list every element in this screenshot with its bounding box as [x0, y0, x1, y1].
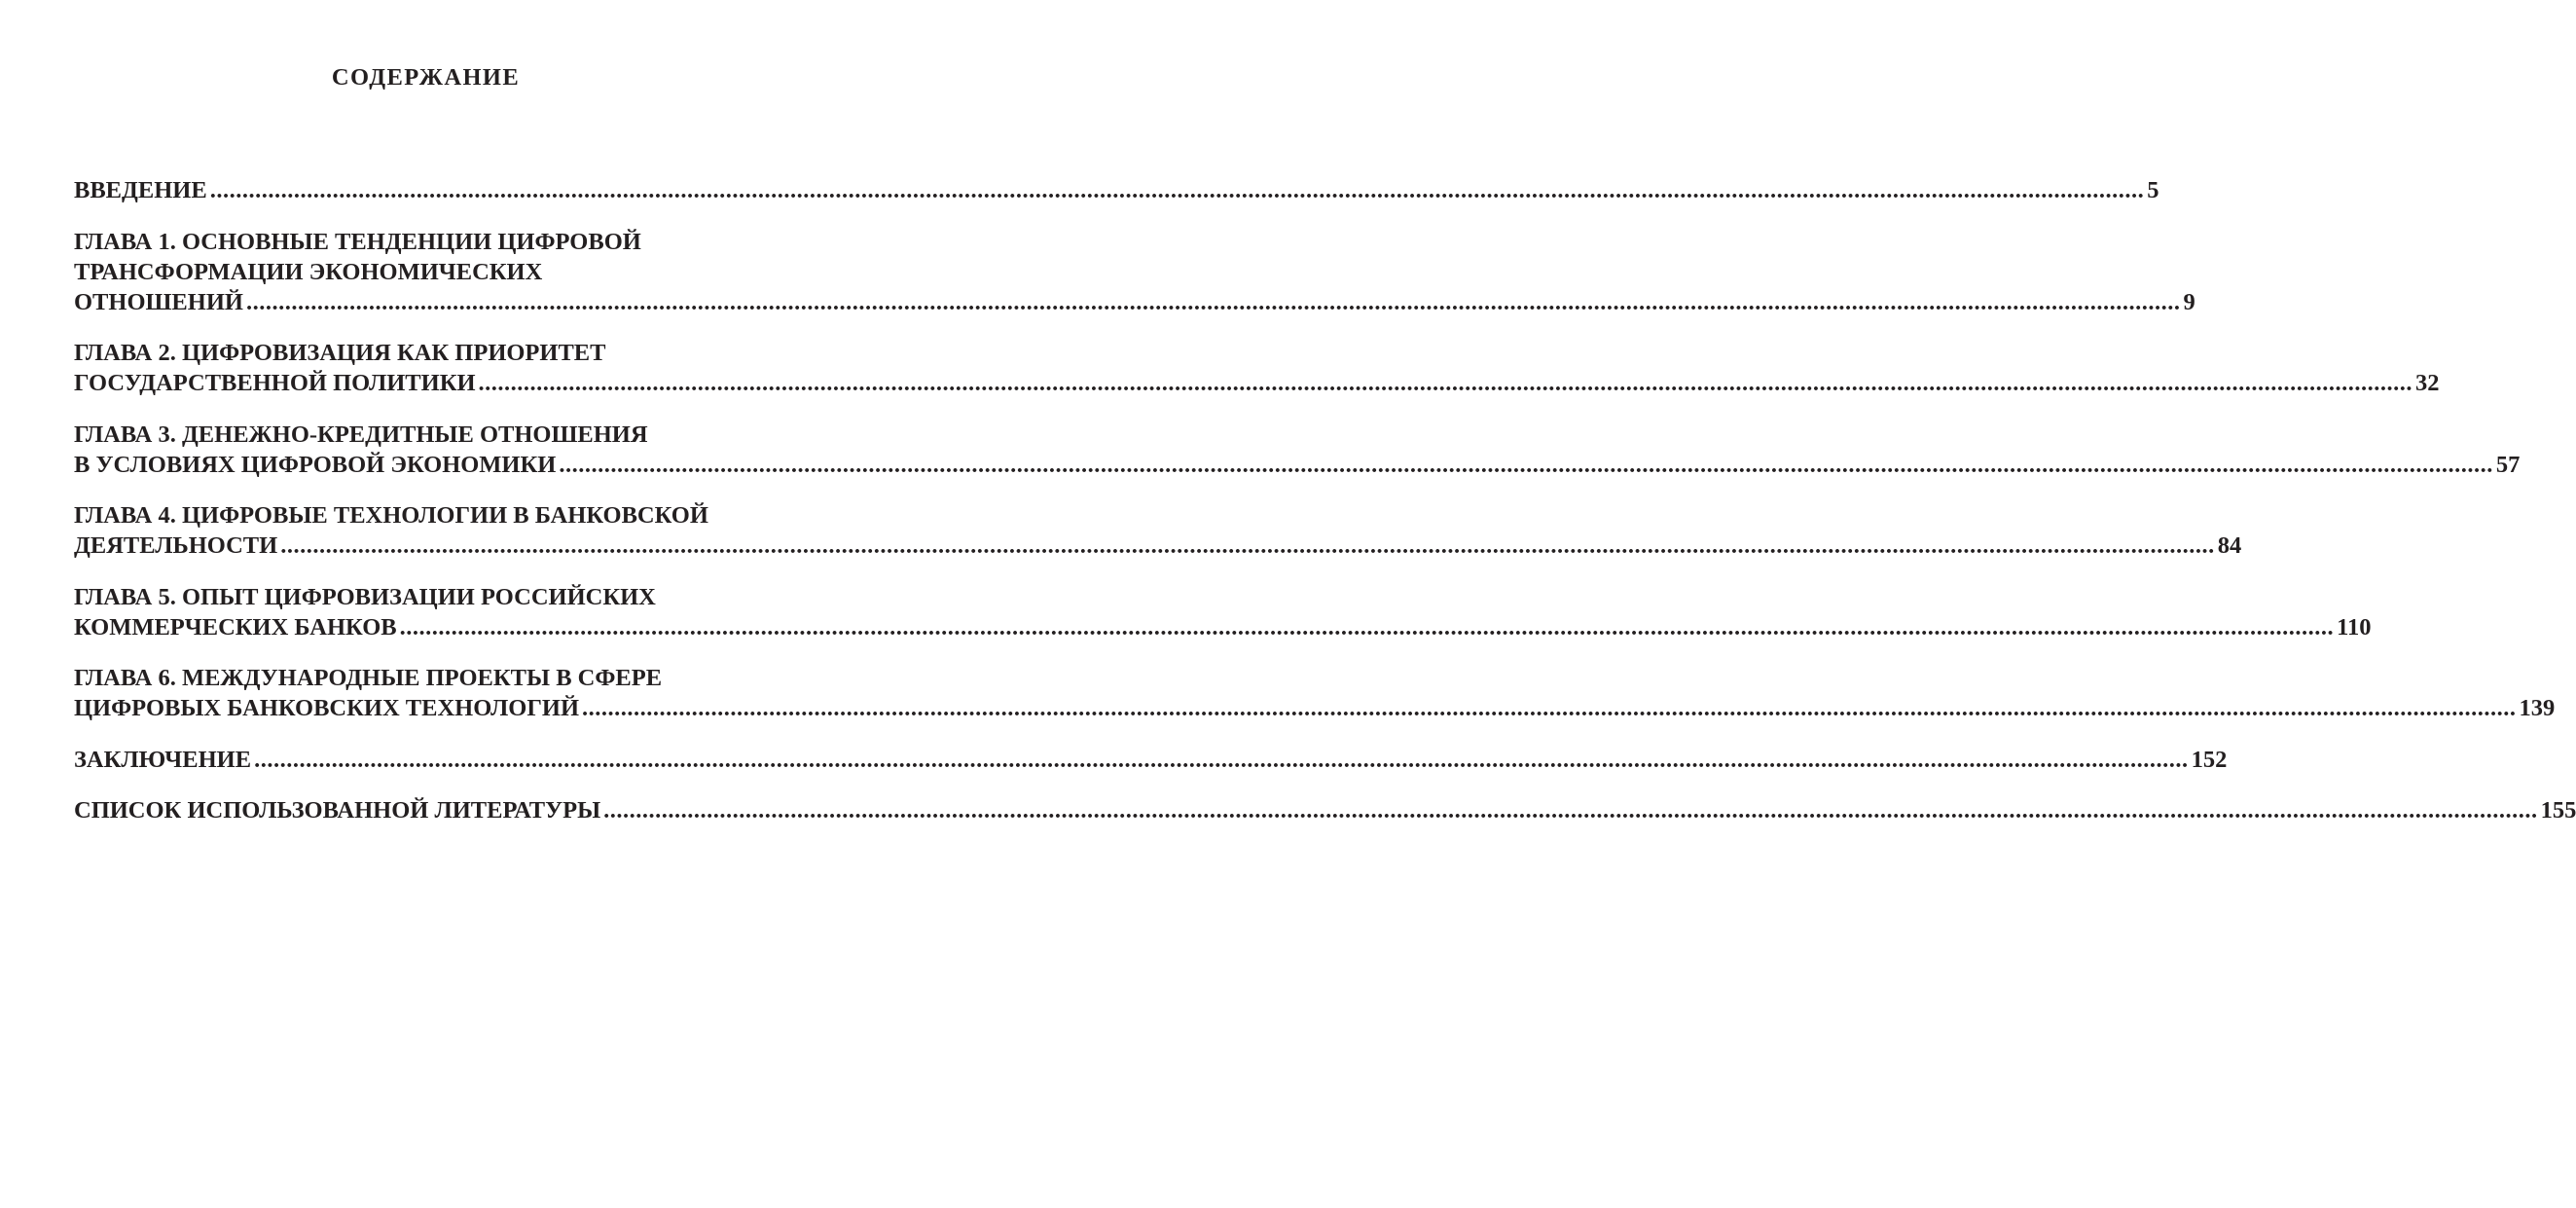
toc-entry-title-line: СПИСОК ИСПОЛЬЗОВАННОЙ ЛИТЕРАТУРЫ — [74, 797, 601, 824]
toc-page-number: 5 — [2147, 177, 2159, 203]
toc-entry-title-line: ЗАКЛЮЧЕНИЕ — [74, 746, 252, 773]
toc-entry[interactable] — [74, 663, 2556, 723]
toc-entry[interactable] — [74, 338, 2440, 398]
dot-leader: ............................................................................................................................................................................................................................................................................................................ — [478, 370, 2413, 396]
dot-leader: ............................................................................................................................................................................................................................................................................................................ — [254, 746, 2189, 773]
toc-page-number: 57 — [2495, 451, 2521, 478]
toc-page-number: 110 — [2337, 613, 2372, 641]
toc-entry-title-line: ГЛАВА 4. ЦИФРОВЫЕ ТЕХНОЛОГИИ В БАНКОВСКОЙ — [74, 502, 708, 529]
dot-leader: ............................................................................................................................................................................................................................................................................................................ — [245, 288, 2181, 315]
toc-entry-final-line — [74, 693, 2556, 723]
toc-entry[interactable] — [74, 420, 2521, 480]
toc-entry-title-line: ОТНОШЕНИЙ — [74, 288, 243, 315]
toc-entry-title-line: ГЛАВА 3. ДЕНЕЖНО-КРЕДИТНЫЕ ОТНОШЕНИЯ — [74, 421, 648, 448]
dot-leader: ............................................................................................................................................................................................................................................................................................................ — [559, 451, 2493, 478]
toc-entry-title-line: ЦИФРОВЫХ БАНКОВСКИХ ТЕХНОЛОГИЙ — [74, 695, 580, 721]
toc-page-number: 84 — [2217, 532, 2242, 559]
dot-leader: ............................................................................................................................................................................................................................................................................................................ — [582, 695, 2517, 721]
toc-entry-title-line: ДЕЯТЕЛЬНОСТИ — [74, 532, 278, 559]
toc-entry-title-line: ТРАНСФОРМАЦИИ ЭКОНОМИЧЕСКИХ — [74, 258, 543, 285]
toc-entry-title-line: КОММЕРЧЕСКИХ БАНКОВ — [74, 613, 397, 641]
toc-entry-title-line: ГЛАВА 2. ЦИФРОВИЗАЦИЯ КАК ПРИОРИТЕТ — [74, 340, 606, 366]
toc-entry[interactable] — [74, 175, 2159, 205]
toc-entry-title-line: ГОСУДАРСТВЕННОЙ ПОЛИТИКИ — [74, 370, 476, 396]
toc-page-number: 155 — [2540, 797, 2576, 824]
toc-page-number: 139 — [2519, 695, 2556, 721]
toc-entry[interactable] — [74, 500, 2242, 561]
toc-entry-final-line — [74, 368, 2440, 398]
dot-leader: ............................................................................................................................................................................................................................................................................................................ — [280, 532, 2215, 559]
dot-leader: ............................................................................................................................................................................................................................................................................................................ — [399, 613, 2335, 641]
toc-entry-title-line: ВВЕДЕНИЕ — [74, 177, 207, 203]
toc-page-number: 152 — [2191, 746, 2228, 773]
toc-entry[interactable] — [74, 582, 2372, 642]
toc-entry-final-line — [74, 612, 2372, 642]
toc-entry[interactable] — [74, 795, 2576, 825]
toc-entry-final-line — [74, 287, 2195, 317]
dot-leader: ............................................................................................................................................................................................................................................................................................................ — [603, 797, 2538, 824]
toc-entry-title-line: ГЛАВА 1. ОСНОВНЫЕ ТЕНДЕНЦИИ ЦИФРОВОЙ — [74, 228, 641, 255]
toc-entry-title-line: В УСЛОВИЯХ ЦИФРОВОЙ ЭКОНОМИКИ — [74, 451, 557, 478]
toc-entry-final-line — [74, 175, 2159, 205]
toc-entry[interactable] — [74, 227, 2195, 317]
toc-entry-title-line: ГЛАВА 5. ОПЫТ ЦИФРОВИЗАЦИИ РОССИЙСКИХ — [74, 583, 656, 610]
toc-entry-title-line: ГЛАВА 6. МЕЖДУНАРОДНЫЕ ПРОЕКТЫ В СФЕРЕ — [74, 665, 663, 691]
toc-entry[interactable] — [74, 745, 2228, 775]
dot-leader: ............................................................................................................................................................................................................................................................................................................ — [209, 177, 2145, 203]
page-title: СОДЕРЖАНИЕ — [331, 64, 521, 91]
table-of-contents — [74, 175, 2576, 847]
toc-entry-final-line — [74, 745, 2228, 775]
toc-entry-final-line — [74, 531, 2242, 561]
toc-page-number: 32 — [2415, 370, 2440, 396]
toc-entry-final-line — [74, 450, 2521, 480]
toc-page-number: 9 — [2183, 288, 2195, 315]
toc-entry-final-line — [74, 795, 2576, 825]
